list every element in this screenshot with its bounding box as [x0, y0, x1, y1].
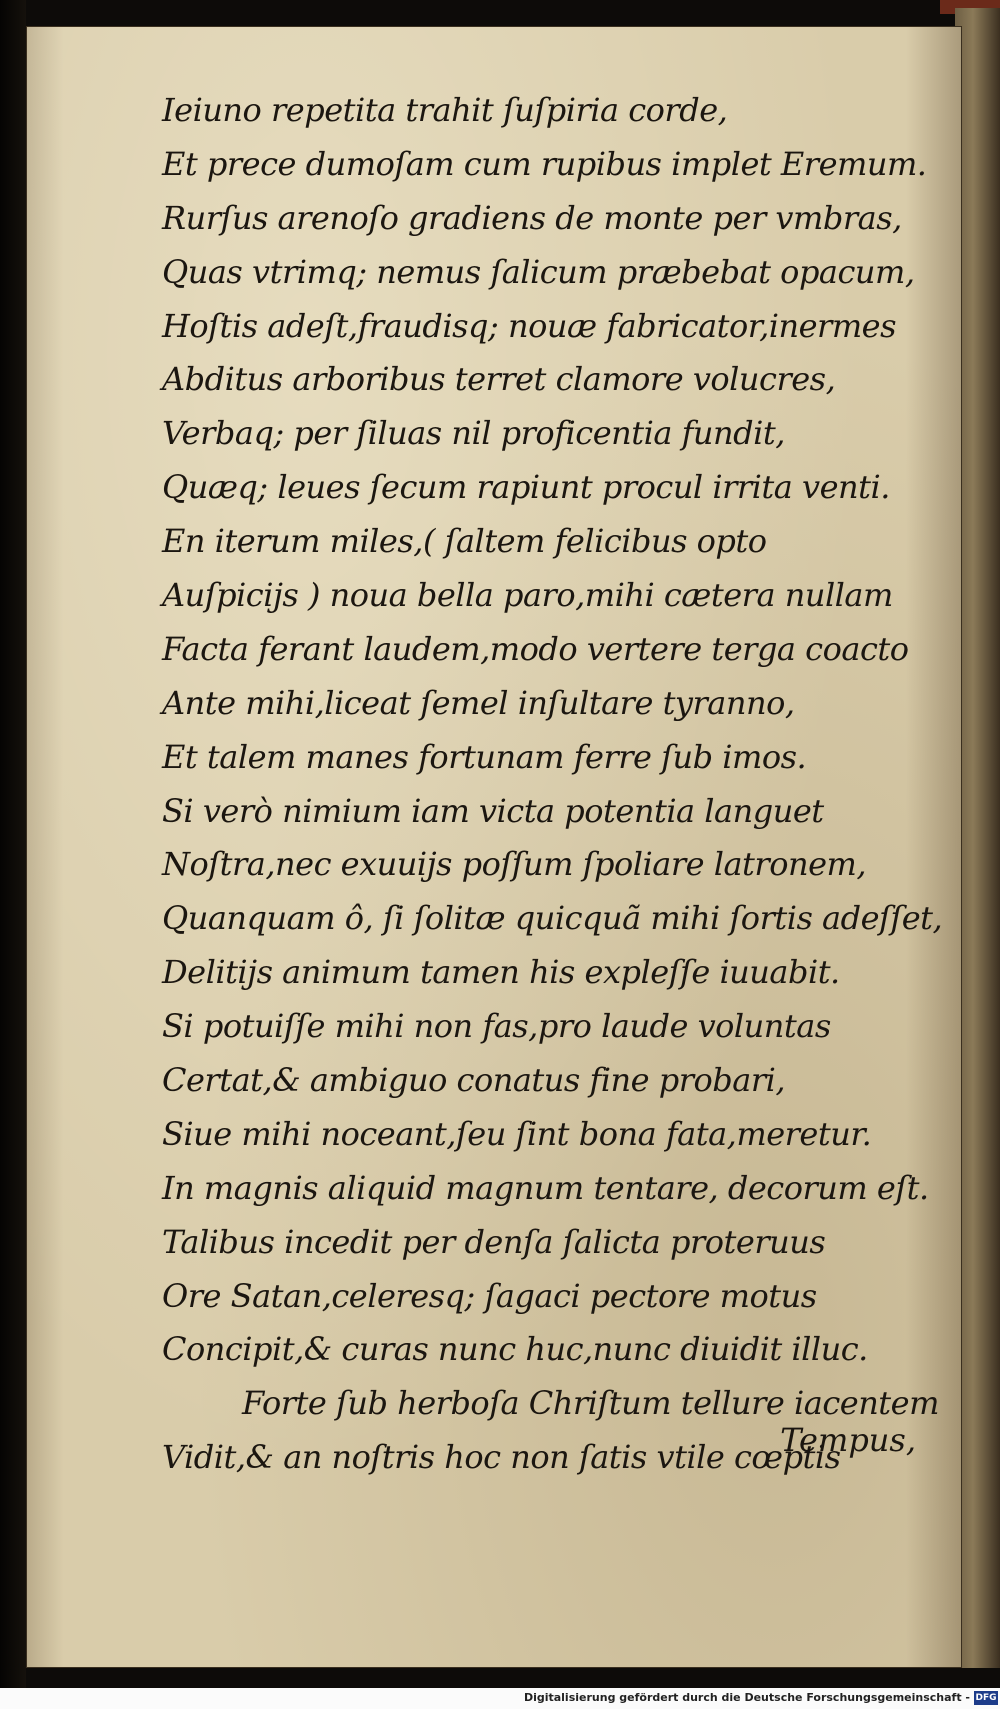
- verse-line: Verbaq; per ſiluas nil proficentia fundit,: [162, 414, 785, 453]
- verse-line: Facta ferant laudem,modo vertere terga coacto: [162, 629, 909, 668]
- verse-line-indented: Forte ſub herboſa Chriſtum tellure iacentem: [242, 1384, 939, 1423]
- verse-line: Si potuiſſe mihi non fas,pro laude voluntas: [162, 1007, 831, 1046]
- verse-line: Quæq; leues ſecum rapiunt procul irrita venti.: [162, 468, 890, 507]
- verse-line: Ore Satan,celeresq; ſagaci pectore motus: [162, 1276, 817, 1315]
- dfg-logo-icon: DFG: [975, 1693, 997, 1703]
- verse-line: Hoſtis adeſt,fraudisq; nouæ fabricator,inermes: [162, 306, 897, 345]
- verse-line: Quas vtrimq; nemus ſalicum præbebat opacum,: [162, 252, 915, 291]
- verse-line: Certat,& ambiguo conatus fine probari,: [162, 1061, 786, 1100]
- verse-line: Siue mihi noceant,ſeu ſint bona fata,meretur.: [162, 1114, 872, 1153]
- verse-line: Rurſus arenoſo gradiens de monte per vmbras,: [162, 198, 902, 237]
- verse-line: Concipit,& curas nunc huc,nunc diuidit illuc.: [162, 1330, 868, 1369]
- verse-line: Quanquam ô, ſi ſolitæ quicquã mihi ſortis adeſſet,: [162, 899, 943, 938]
- verse-line: Ante mihi,liceat ſemel inſultare tyranno,: [162, 683, 795, 722]
- verse-line: Delitijs animum tamen his expleſſe iuuabit.: [162, 953, 840, 992]
- verse-line: Si verò nimium iam victa potentia languet: [162, 791, 824, 830]
- verse-line: Noſtra,nec exuuijs poſſum ſpoliare latronem,: [162, 845, 867, 884]
- verse-line: Auſpicijs ) noua bella paro,mihi cætera nullam: [162, 576, 893, 615]
- book-left-edge: [0, 0, 26, 1709]
- verse-line: Vidit,& an noſtris hoc non ſatis vtile cœptis: [162, 1438, 841, 1477]
- verse-line: In magnis aliquid magnum tentare, decorum eſt.: [162, 1168, 929, 1207]
- funding-credit: Digitalisierung gefördert durch die Deutsche Forschungsgemeinschaft -: [523, 1691, 970, 1704]
- verse-line: Ieiuno repetita trahit ſuſpiria corde,: [162, 91, 728, 129]
- catchword: Tempus,: [780, 1421, 916, 1459]
- verse-line: Talibus incedit per denſa ſalicta proteruus: [162, 1222, 826, 1261]
- verse-line: Abditus arboribus terret clamore volucres,: [162, 360, 836, 399]
- verse-line: Et talem manes fortunam ferre ſub imos.: [162, 737, 807, 776]
- verse-line: Et prece dumoſam cum rupibus implet Eremum.: [162, 144, 927, 183]
- poem-text: [162, 84, 952, 1485]
- verse-line: En iterum miles,( ſaltem felicibus opto: [162, 522, 767, 561]
